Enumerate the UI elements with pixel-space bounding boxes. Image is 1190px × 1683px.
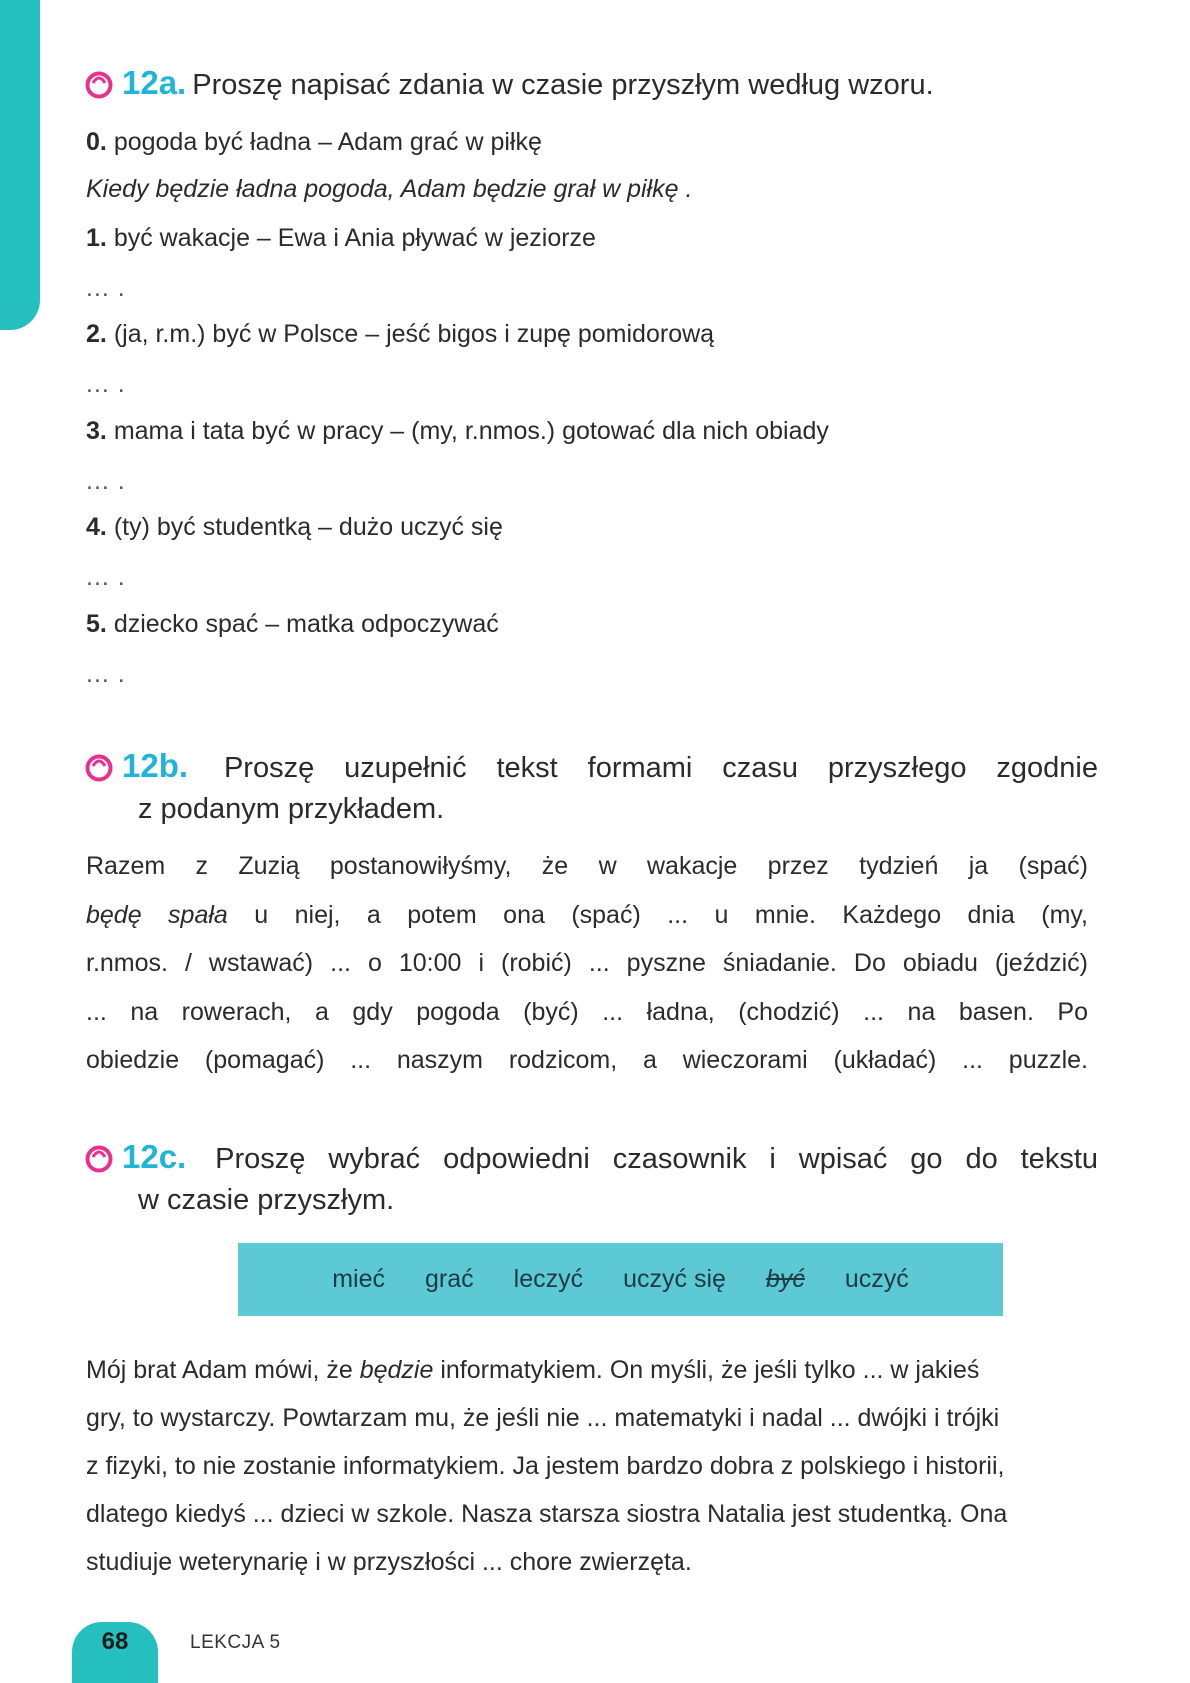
pencil-case-icon [84, 752, 114, 782]
exercise-instruction-cont: z podanym przykładem. [138, 793, 445, 825]
exercise-instruction: Proszę uzupełnić tekst formami czasu przyszłego zgodnie [223, 752, 1098, 784]
exercise-12b-heading [84, 745, 1098, 830]
list-item [86, 221, 596, 255]
exercise-number: 12c. [122, 1138, 187, 1175]
exercise-12a-heading [84, 62, 1098, 106]
item-number: 3. [86, 417, 107, 445]
text-line: będę spała u niej, a potem ona (spać) ... u mnie. Każdego dnia (my, [86, 900, 1089, 929]
text-line: obiedzie (pomagać) ... naszym rodzicom, a wieczorami (układać) ... puzzle. [86, 1046, 1088, 1074]
item-prompt: mama i tata być w pracy – (my, r.nmos.) gotować dla nich obiady [113, 417, 829, 445]
side-tab [0, 0, 40, 330]
exercise-number: 12a. [122, 64, 187, 101]
text-line: dlatego kiedyś ... dzieci w szkole. Nasza starsza siostra Natalia jest studentką. Ona [86, 1500, 1008, 1528]
text-line: Razem z Zuzią postanowiłyśmy, że w wakacje przez tydzień ja (spać) [86, 852, 1088, 880]
exercise-12c-heading [84, 1136, 1098, 1221]
page-number: 68 [72, 1622, 158, 1683]
item-number: 4. [86, 513, 107, 541]
item-number: 2. [86, 320, 107, 348]
item-prompt: (ja, r.m.) być w Polsce – jeść bigos i zupę pomidorową [113, 320, 715, 348]
text-line: ... na rowerach, a gdy pogoda (być) ... ładna, (chodzić) ... na basen. Po [86, 997, 1088, 1026]
text-line: gry, to wystarczy. Powtarzam mu, że jeśli nie ... matematyki i nadal ... dwójki i trójki [86, 1404, 1000, 1432]
answer-blank[interactable]: ... . [86, 467, 126, 495]
word-bank [238, 1243, 1003, 1316]
item-number: 0. [86, 128, 107, 156]
pencil-case-icon [84, 69, 114, 99]
word-option-struck: być [765, 1265, 805, 1293]
list-item [86, 317, 714, 351]
answer-blank[interactable]: ... . [86, 274, 126, 302]
answer-blank[interactable]: ... . [86, 370, 126, 398]
item-prompt: być wakacje – Ewa i Ania pływać w jeziorze [113, 224, 596, 252]
exercise-instruction-cont: w czasie przyszłym. [138, 1184, 395, 1216]
list-item [86, 414, 829, 448]
word-option: leczyć [513, 1265, 584, 1293]
item-number: 1. [86, 224, 107, 252]
text-line: studiuje weterynarię i w przyszłości ... chore zwierzęta. [86, 1548, 692, 1576]
item-prompt: (ty) być studentką – dużo uczyć się [113, 513, 503, 541]
list-item [86, 607, 499, 641]
pencil-case-icon [84, 1143, 114, 1173]
text-line: z fizyki, to nie zostanie informatykiem. Ja jestem bardzo dobra z polskiego i historii, [86, 1452, 1005, 1480]
exercise-number: 12b. [122, 747, 189, 784]
text-line: Mój brat Adam mówi, że będzie informatykiem. On myśli, że jeśli tylko ... w jakieś [86, 1356, 980, 1384]
example-form: będę spała [86, 900, 228, 929]
word-option: mieć [332, 1265, 386, 1293]
list-item [86, 510, 503, 544]
example-answer: Kiedy będzie ładna pogoda, Adam będzie grał w piłkę . [86, 175, 693, 203]
lesson-label: LEKCJA 5 [190, 1632, 281, 1653]
exercise-instruction: Proszę wybrać odpowiedni czasownik i wpisać go do tekstu [215, 1143, 1099, 1175]
item-prompt: pogoda być ładna – Adam grać w piłkę [113, 128, 542, 156]
word-option: uczyć się [623, 1265, 726, 1293]
item-number: 5. [86, 610, 107, 638]
example-form: będzie [359, 1356, 434, 1384]
example-line [86, 125, 542, 159]
word-option: grać [425, 1265, 474, 1293]
word-option: uczyć [844, 1265, 909, 1293]
exercise-12c-text [86, 1346, 1088, 1586]
text-line: r.nmos. / wstawać) ... o 10:00 i (robić) ... pyszne śniadanie. Do obiadu (jeździć) [86, 949, 1088, 977]
item-prompt: dziecko spać – matka odpoczywać [113, 610, 499, 638]
exercise-instruction: Proszę napisać zdania w czasie przyszłym według wzoru. [192, 69, 934, 101]
exercise-12b-text [86, 842, 1088, 1085]
answer-blank[interactable]: ... . [86, 660, 126, 688]
answer-blank[interactable]: ... . [86, 563, 126, 591]
